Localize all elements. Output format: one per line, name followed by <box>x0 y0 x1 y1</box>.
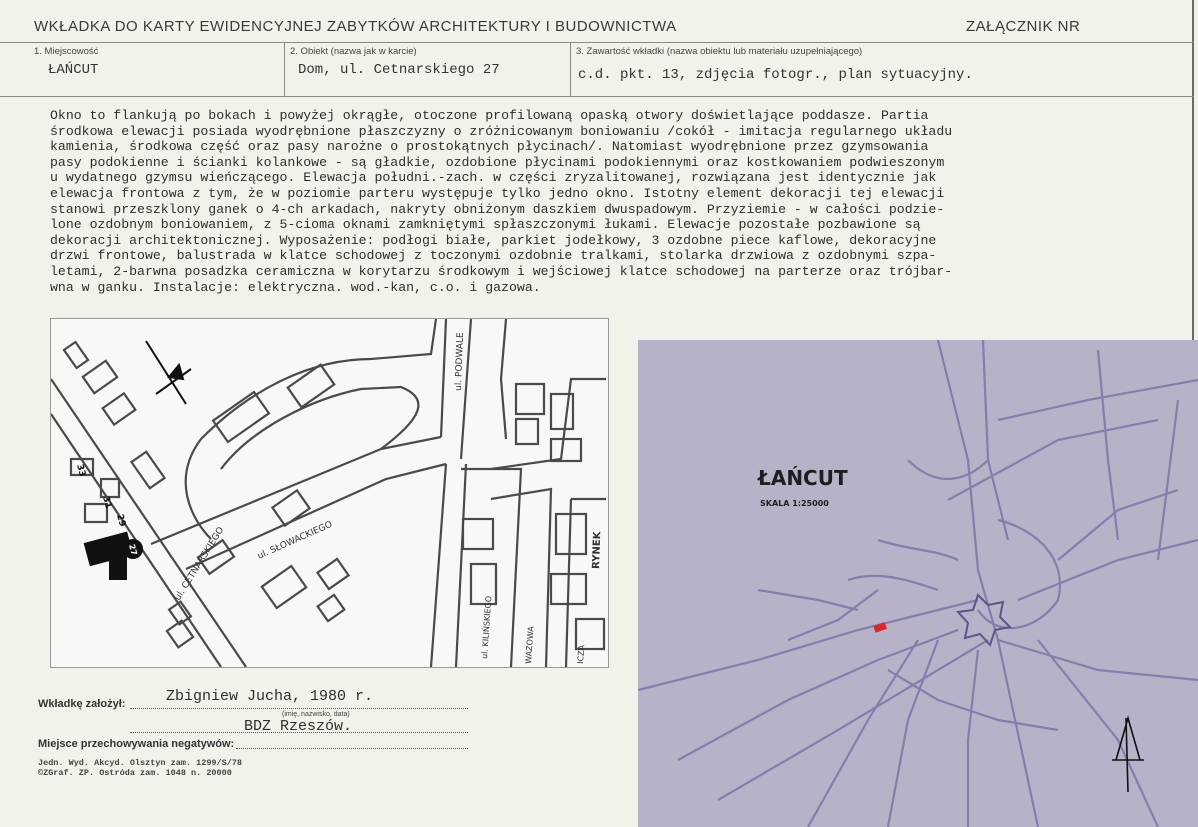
author-line <box>130 708 468 709</box>
print-line-2: ©ZGraf. ZP. Ostróda zam. 1048 n. 20000 <box>38 768 232 778</box>
fields-rule <box>0 96 1194 97</box>
field2-value: Dom, ul. Cetnarskiego 27 <box>298 62 500 78</box>
negatives-label: Miejsce przechowywania negatywów: <box>38 738 235 750</box>
field-divider-1 <box>284 42 285 96</box>
card-title: WKŁADKA DO KARTY EWIDENCYJNEJ ZABYTKÓW ARCHITEKTURY I BUDOWNICTWA <box>34 18 677 35</box>
street-label-cetnarskiego: ul. CETNARSKIEGO <box>173 525 227 603</box>
print-line-1: Jedn. Wyd. Akcyd. Olsztyn zam. 1299/S/78 <box>38 758 243 768</box>
north-arrow-icon <box>1112 718 1144 792</box>
annex-label: ZAŁĄCZNIK NR <box>966 18 1081 35</box>
north-arrow-icon <box>146 341 191 404</box>
field3-label: 3. Zawartość wkładki (nazwa obiektu lub materiału uzupełniającego) <box>576 46 863 57</box>
field-divider-2 <box>570 42 571 96</box>
street-label-podwale: ul. PODWALE <box>454 332 467 392</box>
author-hint: (imię, nazwisko, data) <box>282 711 350 718</box>
header-rule <box>0 42 1194 43</box>
text-line: kamienia, środkowa część oraz pasy narożne o prostokątnych płycinach/. Natomiast wyodrębnione przez gzymsowania <box>50 139 929 155</box>
site-plan-photo <box>50 318 609 668</box>
author-label: Wkładkę założył: <box>38 698 126 710</box>
house-number-33: 33 <box>74 463 88 478</box>
street-label-kilinskiego: ul. KILIŃSKIEGO <box>480 595 494 660</box>
description-text <box>50 108 1180 295</box>
field1-value: ŁAŃCUT <box>48 62 99 78</box>
house-number-27: 27 <box>127 543 139 557</box>
print-info <box>38 758 242 778</box>
text-line: letami, 2-barwna posadzka ceramiczna w korytarzu środkowym i wejściowej klatce schodowej na parterze oraz trójbar- <box>50 263 953 279</box>
text-line: Okno to flankują po bokach i powyżej okrągłe, otoczone profilowaną opaską otwory doświetlające poddasze. Partia <box>50 108 929 123</box>
negatives-line <box>236 748 468 749</box>
text-line: elewacja frontowa z tym, że w poziomie parteru występuje tylko jedno okno. Istotny element dekoracji tej elewacji <box>50 185 945 201</box>
text-line: wna w ganku. Instalacje: elektryczna. wod.-kan, c.o. i gazowa. <box>50 279 541 295</box>
text-line: stanowi przeszklony ganek o 4-ch arkadach, nakryty obniżonym daszkiem dwuspadowym. Przyziemie - w całości podzie- <box>50 201 945 217</box>
house-number-29: 29 <box>114 513 128 528</box>
text-line: środkowa elewacji posiada wyodrębnione płaszczyzny o zróżnicowanym boniowaniu /cokół - imitacja regularnego układu <box>50 123 953 139</box>
map-scale-label: SKALA 1:25000 <box>760 499 829 508</box>
field1-label: 1. Miejscowość <box>34 46 99 57</box>
rynek-label: RYNEK <box>591 531 604 570</box>
site-plan-drawing <box>51 319 608 667</box>
house-number-31: 31 <box>100 495 114 510</box>
street-label-icza: ICZA <box>576 644 587 665</box>
town-map-photo <box>638 340 1198 827</box>
street-label-wazowa: WAZOWA <box>524 625 536 665</box>
text-line: u wydatnego gzymsu wieńczącego. Elewacja południ.-zach. w części zryzalitowanej, rozwiązana jest identycznie jak <box>50 170 937 186</box>
office-value: BDZ Rzeszów. <box>244 718 353 735</box>
field2-label: 2. Obiekt (nazwa jak w karcie) <box>290 46 417 57</box>
field3-value: c.d. pkt. 13, zdjęcia fotogr., plan sytuacyjny. <box>578 67 973 83</box>
map-town-title: ŁAŃCUT <box>758 466 848 490</box>
text-line: pasy podokienne i ścianki kolankowe - są gładkie, ozdobione płycinami podokiennymi oraz kostkowaniem podwieszonym <box>50 154 945 170</box>
text-line: drzwi frontowe, balustrada w klatce schodowej z toczonymi ozdobnie tralkami, stolarka drzwiowa z ozdobnymi szpa- <box>50 248 937 264</box>
street-label-slowackiego: ul. SŁOWACKIEGO <box>256 519 335 562</box>
town-map-drawing <box>638 340 1198 827</box>
text-line: lone ozdobnym boniowaniem, z 5-cioma oknami zamkniętymi spłaszczonymi łukami. Elewacje pozostałe pozbawione są <box>50 217 921 233</box>
text-line: dekoracji architektonicznej. Wyposażenie: podłogi białe, parkiet jodełkowy, 3 ozdobne piece kaflowe, dekoracyjne <box>50 232 937 248</box>
author-value: Zbigniew Jucha, 1980 r. <box>166 688 374 705</box>
office-line <box>130 732 468 733</box>
